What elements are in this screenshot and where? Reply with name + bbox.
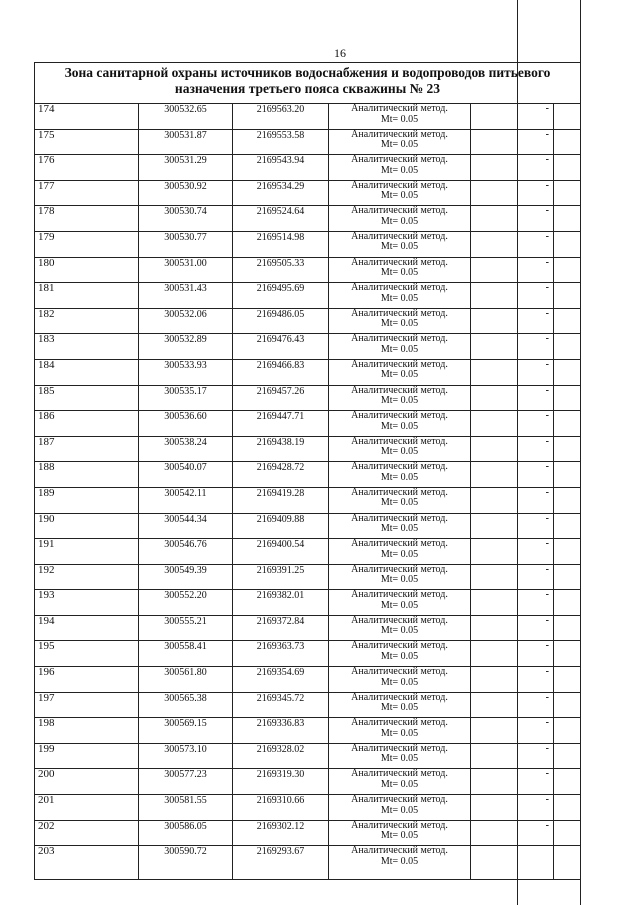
dash-cell: - (471, 539, 554, 565)
method-accuracy: Mt= 0.05 (380, 599, 419, 611)
coord-y: 2169345.72 (233, 692, 329, 718)
empty-cell (554, 769, 581, 795)
coord-y: 2169310.66 (233, 795, 329, 821)
point-number: 191 (35, 539, 139, 565)
dash-cell: - (471, 436, 554, 462)
point-number: 200 (35, 769, 139, 795)
dash-cell: - (471, 513, 554, 539)
point-number: 199 (35, 743, 139, 769)
method-name: Аналитический метод. (351, 538, 448, 550)
method-name: Аналитический метод. (351, 333, 448, 345)
table-title (35, 63, 581, 104)
empty-cell (554, 641, 581, 667)
coord-x: 300540.07 (139, 462, 233, 488)
method-accuracy: Mt= 0.05 (380, 164, 419, 176)
dash-cell: - (471, 231, 554, 257)
empty-cell (554, 564, 581, 590)
method-name: Аналитический метод. (351, 794, 448, 806)
dash-cell: - (471, 692, 554, 718)
table-row (35, 769, 581, 795)
point-number: 176 (35, 155, 139, 181)
coord-y: 2169391.25 (233, 564, 329, 590)
table-row (35, 820, 581, 846)
point-number: 184 (35, 359, 139, 385)
method-cell (329, 385, 471, 411)
coord-x: 300532.89 (139, 334, 233, 360)
coord-x: 300546.76 (139, 539, 233, 565)
method-cell (329, 820, 471, 846)
method-name: Аналитический метод. (351, 410, 448, 422)
method-name: Аналитический метод. (351, 691, 448, 703)
method-accuracy: Mt= 0.05 (380, 267, 419, 279)
method-cell (329, 513, 471, 539)
empty-cell (554, 180, 581, 206)
coord-y: 2169495.69 (233, 283, 329, 309)
table-row (35, 846, 581, 880)
table-row (35, 743, 581, 769)
method-name: Аналитический метод. (351, 845, 448, 857)
method-accuracy: Mt= 0.05 (380, 113, 419, 125)
coord-x: 300530.92 (139, 180, 233, 206)
empty-cell (554, 667, 581, 693)
coord-y: 2169409.88 (233, 513, 329, 539)
dash-cell: - (471, 129, 554, 155)
empty-cell (554, 155, 581, 181)
method-accuracy: Mt= 0.05 (380, 190, 419, 202)
method-cell (329, 231, 471, 257)
method-cell (329, 846, 471, 880)
coord-x: 300577.23 (139, 769, 233, 795)
coord-x: 300538.24 (139, 436, 233, 462)
empty-cell (554, 513, 581, 539)
coord-y: 2169543.94 (233, 155, 329, 181)
method-accuracy: Mt= 0.05 (380, 625, 419, 637)
point-number: 174 (35, 104, 139, 130)
method-accuracy: Mt= 0.05 (380, 420, 419, 432)
method-accuracy: Mt= 0.05 (380, 471, 419, 483)
table-row (35, 487, 581, 513)
method-accuracy: Mt= 0.05 (380, 523, 419, 534)
method-accuracy: Mt= 0.05 (380, 395, 419, 407)
coord-x: 300558.41 (139, 641, 233, 667)
method-accuracy: Mt= 0.05 (380, 830, 419, 842)
table-row (35, 257, 581, 283)
table-row (35, 462, 581, 488)
coord-y: 2169553.58 (233, 129, 329, 155)
point-number: 188 (35, 462, 139, 488)
coord-y: 2169363.73 (233, 641, 329, 667)
method-name: Аналитический метод. (351, 512, 448, 524)
coord-y: 2169514.98 (233, 231, 329, 257)
coord-x: 300542.11 (139, 487, 233, 513)
page-number: 16 (334, 46, 346, 60)
method-cell (329, 641, 471, 667)
method-cell (329, 667, 471, 693)
point-number: 189 (35, 487, 139, 513)
method-cell (329, 129, 471, 155)
empty-cell (554, 692, 581, 718)
method-name: Аналитический метод. (351, 614, 448, 626)
method-accuracy: Mt= 0.05 (380, 727, 419, 739)
table-row (35, 385, 581, 411)
empty-cell (554, 539, 581, 565)
table-row (35, 615, 581, 641)
method-accuracy: Mt= 0.05 (380, 702, 419, 714)
method-cell (329, 462, 471, 488)
point-number: 177 (35, 180, 139, 206)
table-row (35, 231, 581, 257)
coord-y: 2169419.28 (233, 487, 329, 513)
method-accuracy: Mt= 0.05 (380, 804, 419, 816)
dash-cell: - (471, 718, 554, 744)
point-number: 183 (35, 334, 139, 360)
coord-x: 300552.20 (139, 590, 233, 616)
dash-cell: - (471, 590, 554, 616)
coord-y: 2169466.83 (233, 359, 329, 385)
dash-cell (471, 846, 554, 880)
method-name: Аналитический метод. (351, 435, 448, 447)
coord-y: 2169428.72 (233, 462, 329, 488)
method-accuracy: Mt= 0.05 (380, 650, 419, 662)
coord-y: 2169336.83 (233, 718, 329, 744)
dash-cell: - (471, 820, 554, 846)
coord-y: 2169563.20 (233, 104, 329, 130)
method-name: Аналитический метод. (351, 768, 448, 780)
coord-y: 2169328.02 (233, 743, 329, 769)
method-name: Аналитический метод. (351, 154, 448, 166)
method-name: Аналитический метод. (351, 205, 448, 217)
method-cell (329, 104, 471, 130)
method-cell (329, 718, 471, 744)
coord-y: 2169534.29 (233, 180, 329, 206)
point-number: 182 (35, 308, 139, 334)
method-name: Аналитический метод. (351, 717, 448, 729)
coord-x: 300535.17 (139, 385, 233, 411)
method-name: Аналитический метод. (351, 384, 448, 396)
point-number: 175 (35, 129, 139, 155)
point-number: 190 (35, 513, 139, 539)
empty-cell (554, 436, 581, 462)
table-row (35, 564, 581, 590)
empty-cell (554, 795, 581, 821)
coord-y: 2169354.69 (233, 667, 329, 693)
method-accuracy: Mt= 0.05 (380, 548, 419, 560)
table-row (35, 104, 581, 130)
method-accuracy: Mt= 0.05 (380, 778, 419, 790)
method-cell (329, 436, 471, 462)
method-accuracy: Mt= 0.05 (380, 574, 419, 586)
empty-cell (554, 820, 581, 846)
table-row (35, 155, 581, 181)
method-name: Аналитический метод. (351, 666, 448, 678)
dash-cell: - (471, 308, 554, 334)
coord-x: 300533.93 (139, 359, 233, 385)
dash-cell: - (471, 667, 554, 693)
point-number: 194 (35, 615, 139, 641)
empty-cell (554, 129, 581, 155)
table-row (35, 308, 581, 334)
empty-cell (554, 743, 581, 769)
coord-y: 2169372.84 (233, 615, 329, 641)
empty-cell (554, 487, 581, 513)
coord-x: 300532.65 (139, 104, 233, 130)
coord-x: 300531.87 (139, 129, 233, 155)
coord-x: 300586.05 (139, 820, 233, 846)
empty-cell (554, 231, 581, 257)
method-accuracy: Mt= 0.05 (380, 215, 419, 227)
coord-y: 2169319.30 (233, 769, 329, 795)
method-cell (329, 308, 471, 334)
empty-cell (554, 462, 581, 488)
method-name: Аналитический метод. (351, 256, 448, 268)
table-row (35, 590, 581, 616)
method-name: Аналитический метод. (351, 179, 448, 191)
table-row (35, 180, 581, 206)
coord-y: 2169400.54 (233, 539, 329, 565)
dash-cell: - (471, 743, 554, 769)
empty-cell (554, 257, 581, 283)
method-name: Аналитический метод. (351, 563, 448, 575)
empty-cell (554, 308, 581, 334)
table-row (35, 692, 581, 718)
method-accuracy: Mt= 0.05 (380, 318, 419, 330)
coord-y: 2169302.12 (233, 820, 329, 846)
method-accuracy: Mt= 0.05 (380, 292, 419, 304)
method-name: Аналитический метод. (351, 282, 448, 294)
dash-cell: - (471, 641, 554, 667)
empty-cell (554, 411, 581, 437)
coord-y: 2169293.67 (233, 846, 329, 880)
method-accuracy: Mt= 0.05 (380, 753, 419, 765)
empty-cell (554, 206, 581, 232)
method-cell (329, 206, 471, 232)
coord-x: 300544.34 (139, 513, 233, 539)
dash-cell: - (471, 359, 554, 385)
method-cell (329, 590, 471, 616)
point-number: 202 (35, 820, 139, 846)
point-number: 203 (35, 846, 139, 880)
dash-cell: - (471, 795, 554, 821)
coord-x: 300590.72 (139, 846, 233, 880)
point-number: 198 (35, 718, 139, 744)
method-accuracy: Mt= 0.05 (380, 676, 419, 688)
method-name: Аналитический метод. (351, 819, 448, 831)
empty-cell (554, 615, 581, 641)
method-name: Аналитический метод. (351, 742, 448, 754)
table-row (35, 206, 581, 232)
point-number: 178 (35, 206, 139, 232)
coord-x: 300573.10 (139, 743, 233, 769)
method-accuracy: Mt= 0.05 (380, 446, 419, 458)
method-name: Аналитический метод. (351, 461, 448, 473)
coord-y: 2169476.43 (233, 334, 329, 360)
table-row (35, 539, 581, 565)
title-line-2: назначения третьего пояса скважины № 23 (174, 81, 441, 96)
method-cell (329, 743, 471, 769)
coord-y: 2169505.33 (233, 257, 329, 283)
table-row (35, 513, 581, 539)
empty-cell (554, 283, 581, 309)
point-number: 197 (35, 692, 139, 718)
method-cell (329, 334, 471, 360)
coord-x: 300549.39 (139, 564, 233, 590)
point-number: 186 (35, 411, 139, 437)
method-name: Аналитический метод. (351, 589, 448, 601)
empty-cell (554, 334, 581, 360)
coord-y: 2169438.19 (233, 436, 329, 462)
dash-cell: - (471, 180, 554, 206)
point-number: 181 (35, 283, 139, 309)
empty-cell (554, 359, 581, 385)
dash-cell: - (471, 564, 554, 590)
coord-x: 300536.60 (139, 411, 233, 437)
table-row (35, 641, 581, 667)
method-cell (329, 769, 471, 795)
coord-y: 2169524.64 (233, 206, 329, 232)
table-row (35, 436, 581, 462)
coord-x: 300530.77 (139, 231, 233, 257)
method-cell (329, 257, 471, 283)
dash-cell: - (471, 487, 554, 513)
method-name: Аналитический метод. (351, 230, 448, 242)
coord-y: 2169382.01 (233, 590, 329, 616)
point-number: 180 (35, 257, 139, 283)
point-number: 193 (35, 590, 139, 616)
method-name: Аналитический метод. (351, 358, 448, 370)
dash-cell: - (471, 257, 554, 283)
point-number: 179 (35, 231, 139, 257)
coord-y: 2169457.26 (233, 385, 329, 411)
coord-x: 300569.15 (139, 718, 233, 744)
dash-cell: - (471, 206, 554, 232)
method-accuracy: Mt= 0.05 (380, 855, 419, 867)
empty-cell (554, 846, 581, 880)
method-cell (329, 487, 471, 513)
table-row (35, 283, 581, 309)
method-name: Аналитический метод. (351, 103, 448, 114)
coord-y: 2169486.05 (233, 308, 329, 334)
coord-x: 300531.29 (139, 155, 233, 181)
method-accuracy: Mt= 0.05 (380, 369, 419, 381)
coordinates-table (34, 62, 581, 880)
method-cell (329, 539, 471, 565)
method-cell (329, 359, 471, 385)
empty-cell (554, 385, 581, 411)
point-number: 192 (35, 564, 139, 590)
method-name: Аналитический метод. (351, 128, 448, 140)
coord-x: 300565.38 (139, 692, 233, 718)
dash-cell: - (471, 104, 554, 130)
empty-cell (554, 104, 581, 130)
method-accuracy: Mt= 0.05 (380, 343, 419, 355)
coord-y: 2169447.71 (233, 411, 329, 437)
point-number: 195 (35, 641, 139, 667)
method-cell (329, 411, 471, 437)
coord-x: 300555.21 (139, 615, 233, 641)
table-row (35, 718, 581, 744)
coord-x: 300531.43 (139, 283, 233, 309)
method-cell (329, 692, 471, 718)
coord-x: 300530.74 (139, 206, 233, 232)
dash-cell: - (471, 283, 554, 309)
table-row (35, 411, 581, 437)
method-name: Аналитический метод. (351, 640, 448, 652)
coord-x: 300561.80 (139, 667, 233, 693)
dash-cell: - (471, 462, 554, 488)
method-accuracy: Mt= 0.05 (380, 139, 419, 151)
method-cell (329, 795, 471, 821)
dash-cell: - (471, 334, 554, 360)
empty-cell (554, 590, 581, 616)
empty-cell (554, 718, 581, 744)
dash-cell: - (471, 769, 554, 795)
method-cell (329, 155, 471, 181)
method-name: Аналитический метод. (351, 486, 448, 498)
table-row (35, 334, 581, 360)
table-row (35, 795, 581, 821)
method-accuracy: Mt= 0.05 (380, 497, 419, 509)
dash-cell: - (471, 411, 554, 437)
dash-cell: - (471, 385, 554, 411)
table-row (35, 667, 581, 693)
dash-cell: - (471, 155, 554, 181)
method-cell (329, 180, 471, 206)
title-line-1: Зона санитарной охраны источников водоснабжения и водопроводов питьевого (64, 65, 551, 80)
dash-cell: - (471, 615, 554, 641)
coord-x: 300532.06 (139, 308, 233, 334)
point-number: 185 (35, 385, 139, 411)
table-row (35, 359, 581, 385)
table-row (35, 129, 581, 155)
method-cell (329, 615, 471, 641)
coord-x: 300581.55 (139, 795, 233, 821)
method-cell (329, 283, 471, 309)
point-number: 196 (35, 667, 139, 693)
method-accuracy: Mt= 0.05 (380, 241, 419, 253)
point-number: 201 (35, 795, 139, 821)
method-name: Аналитический метод. (351, 307, 448, 319)
method-cell (329, 564, 471, 590)
coord-x: 300531.00 (139, 257, 233, 283)
point-number: 187 (35, 436, 139, 462)
